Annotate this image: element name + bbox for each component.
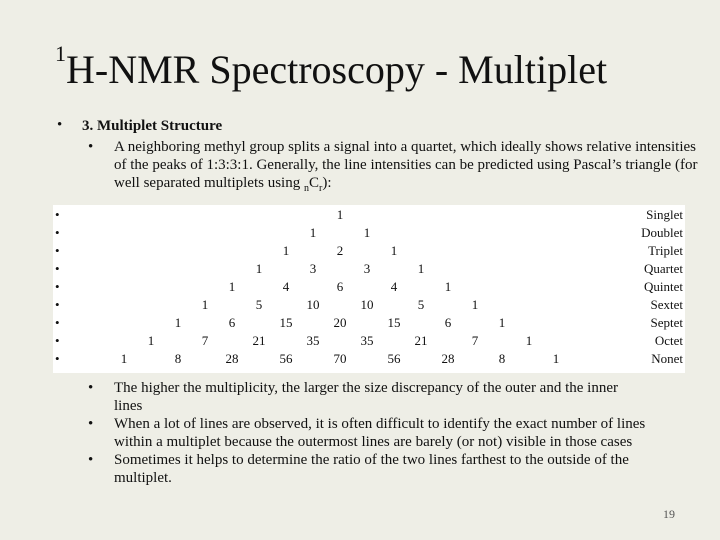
row-bullet: •	[55, 351, 60, 366]
row-bullet: •	[55, 243, 60, 258]
pascal-coefficient: 1	[255, 261, 263, 276]
pascal-coefficient: 1	[336, 207, 344, 222]
multiplet-label: Septet	[650, 315, 683, 330]
row-bullet: •	[55, 297, 60, 312]
pascal-coefficient: 35	[306, 333, 320, 348]
pascal-coefficient: 21	[252, 333, 266, 348]
note-item	[88, 451, 648, 487]
row-bullet: •	[55, 225, 60, 240]
pascal-coefficient: 10	[306, 297, 320, 312]
section-heading: 3. Multiplet Structure	[82, 118, 223, 134]
pascal-coefficient: 56	[279, 351, 293, 366]
pascal-coefficient: 3	[363, 261, 371, 276]
pascal-coefficient: 1	[147, 333, 155, 348]
pascal-coefficient: 1	[444, 279, 452, 294]
pascal-coefficient: 1	[417, 261, 425, 276]
pascal-coefficient: 70	[333, 351, 347, 366]
multiplet-label: Quartet	[644, 261, 683, 276]
notes-list	[88, 379, 648, 487]
pascal-coefficient: 10	[360, 297, 374, 312]
pascal-coefficient: 4	[282, 279, 290, 294]
note-text: The higher the multiplicity, the larger the size discrepancy of the outer and the inner lines	[114, 380, 618, 414]
note-bullet: •	[88, 380, 94, 396]
pascal-coefficient: 8	[498, 351, 506, 366]
row-bullet: •	[55, 279, 60, 294]
pascal-coefficient: 5	[255, 297, 263, 312]
pascal-coefficient: 6	[444, 315, 452, 330]
row-bullet: •	[55, 207, 60, 222]
pascal-coefficient: 35	[360, 333, 374, 348]
pascal-coefficient: 15	[387, 315, 401, 330]
note-item	[88, 415, 648, 451]
ncr-subscript-n: n	[303, 183, 309, 194]
pascal-coefficient: 1	[201, 297, 209, 312]
ncr-c: C	[308, 175, 319, 191]
pascal-coefficient: 21	[414, 333, 428, 348]
pascal-coefficient: 4	[390, 279, 398, 294]
pascal-coefficient: 1	[282, 243, 290, 258]
multiplet-label: Singlet	[646, 207, 683, 222]
note-text: Sometimes it helps to determine the ratio of the two lines farthest to the outside of the multiplet.	[114, 452, 629, 486]
pascal-coefficient: 1	[228, 279, 236, 294]
title-text: H-NMR Spectroscopy - Multiplet	[66, 47, 608, 92]
title-superscript: 1	[55, 41, 66, 66]
pascal-triangle-table	[53, 205, 685, 373]
pascal-coefficient: 2	[336, 243, 344, 258]
note-text: When a lot of lines are observed, it is often difficult to identify the exact number of lines within a multiplet because the outermost lines are barely (or not) visible in those cases	[114, 416, 646, 450]
multiplet-label: Octet	[654, 333, 683, 348]
note-bullet: •	[88, 452, 94, 468]
pascal-coefficient: 5	[417, 297, 425, 312]
pascal-coefficient: 7	[201, 333, 209, 348]
row-bullet: •	[55, 261, 60, 276]
note-bullet: •	[88, 416, 94, 432]
multiplet-label: Triplet	[648, 243, 683, 258]
section-bullet: •	[57, 117, 63, 133]
pascal-coefficient: 1	[498, 315, 506, 330]
pascal-coefficient: 1	[363, 225, 371, 240]
row-bullet: •	[55, 333, 60, 348]
pascal-coefficient: 7	[471, 333, 479, 348]
pascal-coefficient: 1	[471, 297, 479, 312]
multiplet-label: Nonet	[651, 351, 683, 366]
pascal-coefficient: 20	[333, 315, 347, 330]
pascal-coefficient: 6	[336, 279, 344, 294]
pascal-coefficient: 3	[309, 261, 317, 276]
multiplet-label: Doublet	[641, 225, 683, 240]
note-item	[88, 379, 648, 415]
pascal-coefficient: 15	[279, 315, 293, 330]
pascal-coefficient: 28	[441, 351, 455, 366]
ncr-subscript-r: r	[318, 183, 323, 194]
slide-title	[55, 40, 607, 100]
pascal-coefficient: 1	[309, 225, 317, 240]
intro-paragraph	[88, 138, 698, 198]
paragraph-text	[114, 138, 698, 198]
pascal-coefficient: 1	[552, 351, 560, 366]
pascal-coefficient: 1	[525, 333, 533, 348]
page-number: 19	[663, 507, 675, 521]
multiplet-label: Quintet	[644, 279, 683, 294]
pascal-coefficient: 8	[174, 351, 182, 366]
paragraph-bullet: •	[88, 139, 94, 155]
row-bullet: •	[55, 315, 60, 330]
pascal-coefficient: 1	[174, 315, 182, 330]
paragraph-body: A neighboring methyl group splits a signal into a quartet, which ideally shows relative intensities of the peaks of 1:3:3:1. Generally, the line intensities can be predicted using Pascal’s triangle (for well separated multiplets using	[114, 139, 698, 191]
pascal-coefficient: 1	[390, 243, 398, 258]
pascal-coefficient: 1	[120, 351, 128, 366]
paragraph-end: ):	[322, 175, 332, 191]
pascal-coefficient: 28	[225, 351, 239, 366]
pascal-coefficient: 6	[228, 315, 236, 330]
multiplet-label: Sextet	[650, 297, 683, 312]
pascal-coefficient: 56	[387, 351, 401, 366]
